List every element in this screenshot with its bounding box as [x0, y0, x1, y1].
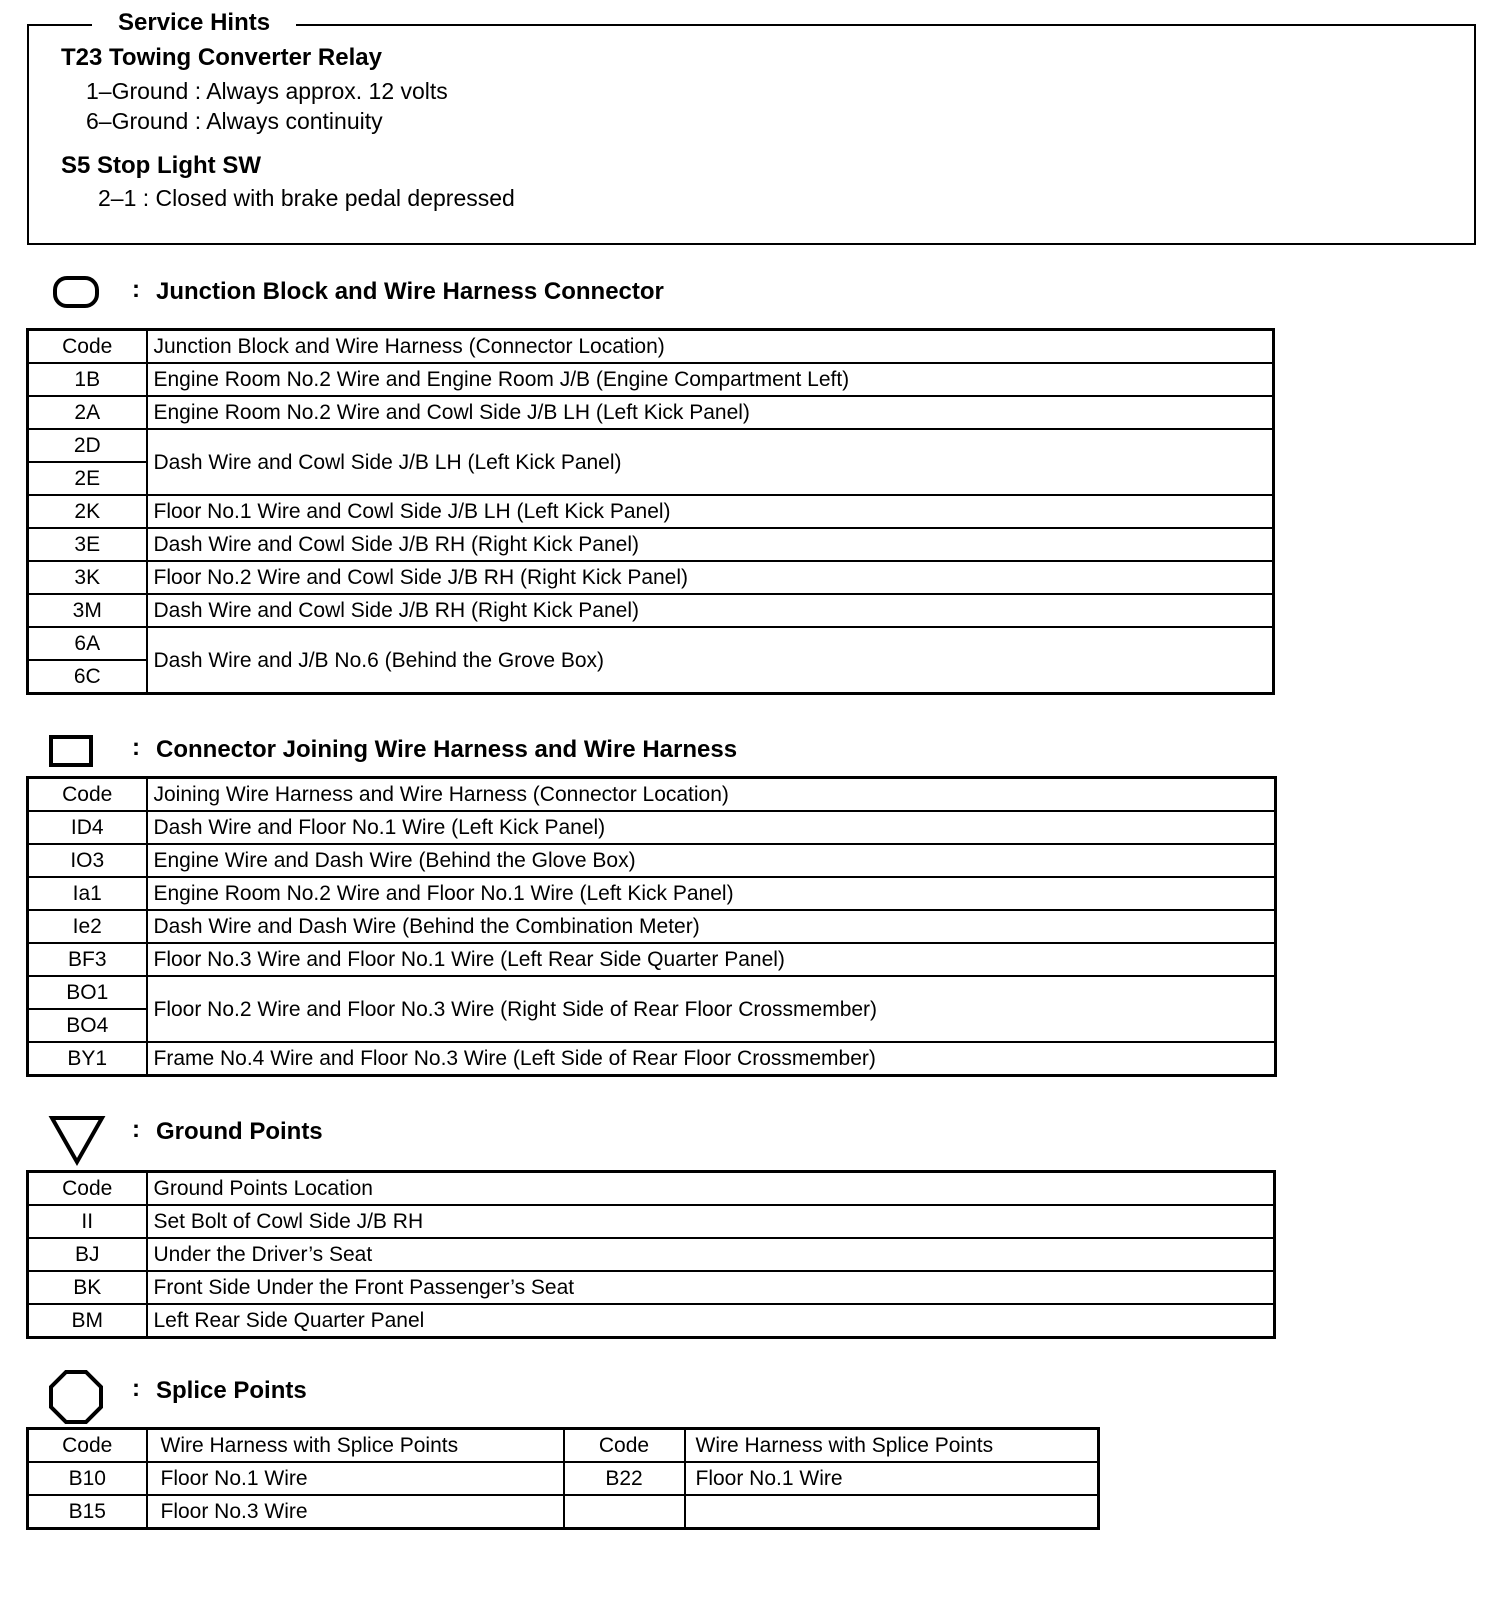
table-row	[28, 976, 1276, 1009]
code-cell: BM	[28, 1304, 147, 1338]
code-cell: 2D	[28, 429, 147, 462]
location-cell: Front Side Under the Front Passenger’s Seat	[147, 1271, 1275, 1304]
table-header-row	[28, 1172, 1275, 1206]
connector-section-header	[0, 728, 1300, 778]
ground-table	[26, 1170, 1276, 1339]
table-row	[28, 910, 1276, 943]
junction-table	[26, 328, 1275, 695]
service-hints-title: Service Hints	[92, 8, 296, 38]
location-cell: Dash Wire and Cowl Side J/B RH (Right Kick Panel)	[147, 528, 1274, 561]
table-row	[28, 1462, 1099, 1495]
code-cell: 2E	[28, 462, 147, 495]
location-cell: Floor No.1 Wire and Cowl Side J/B LH (Left Kick Panel)	[147, 495, 1274, 528]
location-cell: Frame No.4 Wire and Floor No.3 Wire (Left Side of Rear Floor Crossmember)	[147, 1042, 1276, 1076]
table-row	[28, 528, 1274, 561]
location-cell: Floor No.2 Wire and Floor No.3 Wire (Right Side of Rear Floor Crossmember)	[147, 976, 1276, 1042]
header-location: Ground Points Location	[147, 1172, 1275, 1206]
location-cell: Dash Wire and Floor No.1 Wire (Left Kick Panel)	[147, 811, 1276, 844]
code-cell: II	[28, 1205, 147, 1238]
wire-harness-cell	[685, 1495, 1099, 1529]
code-cell: B22	[564, 1462, 685, 1495]
code-cell: 6C	[28, 660, 147, 694]
table-row	[28, 811, 1276, 844]
location-cell: Floor No.2 Wire and Cowl Side J/B RH (Right Kick Panel)	[147, 561, 1274, 594]
table-row	[28, 1205, 1275, 1238]
table-row	[28, 363, 1274, 396]
hint-line: 2–1 : Closed with brake pedal depressed	[98, 185, 515, 211]
section-colon: :	[132, 1116, 140, 1143]
code-cell: 3M	[28, 594, 147, 627]
code-cell: 3E	[28, 528, 147, 561]
code-cell: ID4	[28, 811, 147, 844]
connector-table	[26, 776, 1277, 1077]
junction-section-header	[0, 270, 1300, 320]
hint-line: 1–Ground : Always approx. 12 volts	[86, 78, 448, 104]
table-row	[28, 594, 1274, 627]
header-code: Code	[28, 330, 147, 364]
wire-harness-cell: Floor No.3 Wire	[147, 1495, 564, 1529]
location-cell: Engine Room No.2 Wire and Cowl Side J/B LH (Left Kick Panel)	[147, 396, 1274, 429]
table-row	[28, 943, 1276, 976]
code-cell: Ia1	[28, 877, 147, 910]
connector-section-title: Connector Joining Wire Harness and Wire Harness	[156, 736, 738, 763]
code-cell: BO4	[28, 1009, 147, 1042]
junction-section-title: Junction Block and Wire Harness Connector	[156, 278, 664, 305]
code-cell: BY1	[28, 1042, 147, 1076]
header-location: Junction Block and Wire Harness (Connector Location)	[147, 330, 1274, 364]
code-cell: B10	[28, 1462, 147, 1495]
table-row	[28, 561, 1274, 594]
triangle-down-icon	[48, 1114, 106, 1168]
location-cell: Set Bolt of Cowl Side J/B RH	[147, 1205, 1275, 1238]
section-colon: :	[132, 276, 140, 303]
location-cell: Dash Wire and Dash Wire (Behind the Combination Meter)	[147, 910, 1276, 943]
code-cell: BJ	[28, 1238, 147, 1271]
header-code: Code	[28, 778, 147, 812]
location-cell: Engine Room No.2 Wire and Engine Room J/B (Engine Compartment Left)	[147, 363, 1274, 396]
rounded-rectangle-icon	[52, 275, 100, 309]
header-code: Code	[28, 1429, 147, 1463]
rectangle-icon	[48, 734, 94, 768]
table-row	[28, 429, 1274, 462]
table-row	[28, 1271, 1275, 1304]
code-cell	[564, 1495, 685, 1529]
table-header-row	[28, 778, 1276, 812]
code-cell: 2A	[28, 396, 147, 429]
code-cell: IO3	[28, 844, 147, 877]
code-cell: 2K	[28, 495, 147, 528]
splice-section-title: Splice Points	[156, 1377, 307, 1404]
table-row	[28, 627, 1274, 660]
location-cell: Left Rear Side Quarter Panel	[147, 1304, 1275, 1338]
table-row	[28, 1238, 1275, 1271]
splice-section-header	[0, 1367, 1300, 1417]
code-cell: 3K	[28, 561, 147, 594]
table-row	[28, 495, 1274, 528]
hint-line: 6–Ground : Always continuity	[86, 108, 383, 134]
header-wire-harness: Wire Harness with Splice Points	[147, 1429, 564, 1463]
location-cell: Dash Wire and J/B No.6 (Behind the Grove Box)	[147, 627, 1274, 694]
code-cell: Ie2	[28, 910, 147, 943]
table-row	[28, 844, 1276, 877]
header-wire-harness: Wire Harness with Splice Points	[685, 1429, 1099, 1463]
table-row	[28, 877, 1276, 910]
location-cell: Engine Room No.2 Wire and Floor No.1 Wire (Left Kick Panel)	[147, 877, 1276, 910]
code-cell: BK	[28, 1271, 147, 1304]
table-header-row	[28, 1429, 1099, 1463]
code-cell: B15	[28, 1495, 147, 1529]
location-cell: Floor No.3 Wire and Floor No.1 Wire (Left Rear Side Quarter Panel)	[147, 943, 1276, 976]
table-row	[28, 1304, 1275, 1338]
location-cell: Dash Wire and Cowl Side J/B RH (Right Kick Panel)	[147, 594, 1274, 627]
wire-harness-cell: Floor No.1 Wire	[147, 1462, 564, 1495]
code-cell: BF3	[28, 943, 147, 976]
code-cell: 6A	[28, 627, 147, 660]
splice-table	[26, 1427, 1100, 1530]
octagon-icon	[48, 1369, 104, 1425]
header-code: Code	[564, 1429, 685, 1463]
table-header-row	[28, 330, 1274, 364]
table-row	[28, 1495, 1099, 1529]
section-colon: :	[132, 1375, 140, 1402]
wire-harness-cell: Floor No.1 Wire	[685, 1462, 1099, 1495]
location-cell: Dash Wire and Cowl Side J/B LH (Left Kick Panel)	[147, 429, 1274, 495]
table-row	[28, 1042, 1276, 1076]
header-location: Joining Wire Harness and Wire Harness (Connector Location)	[147, 778, 1276, 812]
ground-section-header	[0, 1112, 1300, 1162]
code-cell: 1B	[28, 363, 147, 396]
section-colon: :	[132, 734, 140, 761]
hint-heading-t23: T23 Towing Converter Relay	[61, 44, 382, 71]
hint-heading-s5: S5 Stop Light SW	[61, 152, 261, 179]
header-code: Code	[28, 1172, 147, 1206]
location-cell: Engine Wire and Dash Wire (Behind the Glove Box)	[147, 844, 1276, 877]
location-cell: Under the Driver’s Seat	[147, 1238, 1275, 1271]
code-cell: BO1	[28, 976, 147, 1009]
ground-section-title: Ground Points	[156, 1118, 323, 1145]
table-row	[28, 396, 1274, 429]
